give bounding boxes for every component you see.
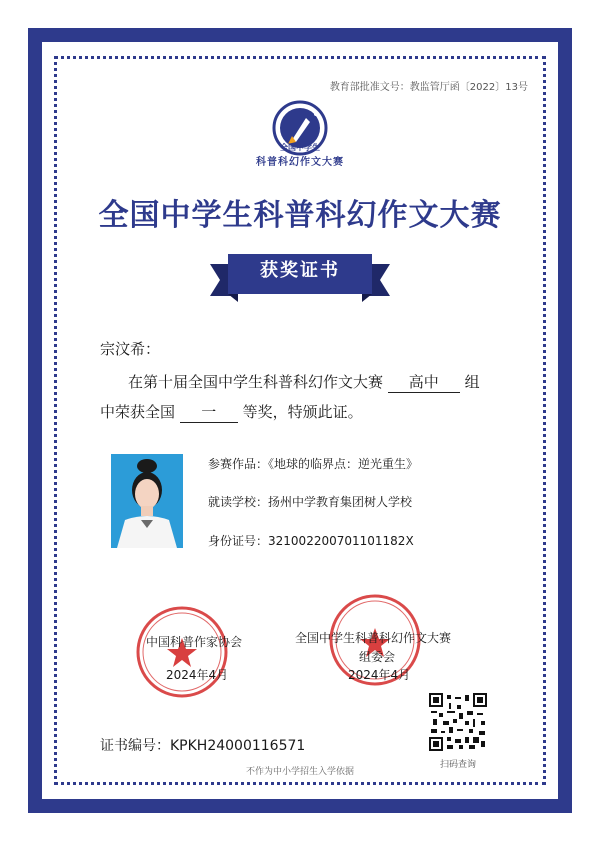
work-title: 《地球的临界点：逆光重生》 bbox=[268, 457, 419, 471]
qr-code-icon[interactable] bbox=[429, 693, 487, 751]
left-red-seal-icon bbox=[134, 604, 230, 700]
award-text-line2 bbox=[100, 401, 363, 423]
id-row bbox=[208, 532, 414, 549]
left-organization-name: 中国科普作家协会 bbox=[146, 635, 243, 649]
award-text-prize-suffix: 等奖，特颁此证。 bbox=[242, 403, 363, 421]
certificate-number: 证书编号：KPKH24000116571 bbox=[100, 738, 306, 754]
award-text-prize-prefix: 中荣获全国 bbox=[100, 403, 176, 421]
school-row bbox=[208, 493, 412, 510]
logo-text-line2: 科普科幻作文大赛 bbox=[256, 157, 344, 168]
prize-level-value: 一 bbox=[180, 401, 238, 423]
recipient-name: 宗汶希： bbox=[100, 340, 161, 358]
right-date: 2024年4月 bbox=[348, 668, 411, 682]
school-label: 就读学校： bbox=[208, 495, 269, 509]
id-label: 身份证号： bbox=[208, 534, 269, 548]
school-name: 扬州中学教育集团树人学校 bbox=[268, 495, 413, 509]
student-photo bbox=[111, 454, 183, 548]
right-organization-name: 全国中学生科普科幻作文大赛 bbox=[295, 631, 452, 645]
award-text-group-suffix: 组 bbox=[464, 373, 480, 391]
page-title: 全国中学生科普科幻作文大赛 bbox=[98, 198, 502, 233]
work-label: 参赛作品： bbox=[208, 457, 269, 471]
work-row bbox=[208, 455, 418, 472]
id-number: 321002200701101182X bbox=[268, 534, 414, 548]
certificate-type-label: 获奖证书 bbox=[260, 260, 340, 281]
left-date: 2024年4月 bbox=[166, 668, 229, 682]
qr-scan-label: 扫码查询 bbox=[439, 760, 476, 770]
award-text-prefix: 在第十届全国中学生科普科幻作文大赛 bbox=[128, 373, 384, 391]
footnote-disclaimer: 不作为中小学招生入学依据 bbox=[245, 767, 354, 777]
approval-number: 教育部批准文号：教监管厅函〔2022〕13号 bbox=[329, 82, 528, 93]
group-value: 高中 bbox=[388, 371, 460, 393]
logo-text-line1: 全国中学生 bbox=[280, 143, 320, 152]
right-organization-suffix: 组委会 bbox=[359, 650, 396, 664]
award-text-line1 bbox=[128, 371, 480, 393]
